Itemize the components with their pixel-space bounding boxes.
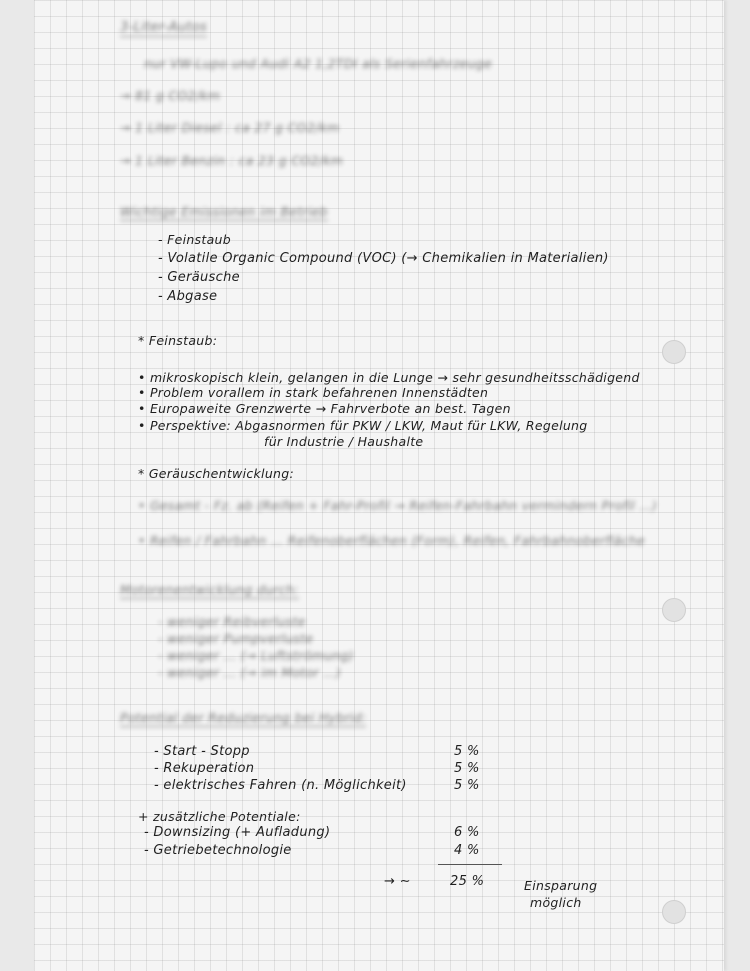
notebook-page [34,0,724,971]
total-note: Einsparung [524,878,598,893]
hybrid-row-value: 6 % [454,825,480,840]
total-value: 25 % [450,874,485,889]
hybrid-row-value: 5 % [454,778,480,793]
section-heading: Motorenentwicklung durch: [120,582,299,597]
section-heading: Potential der Reduzierung bei Hybrid: [120,710,367,725]
hybrid-row-value: 4 % [454,843,480,858]
list-item: - weniger Reibverluste [158,614,306,629]
hybrid-row-label: - Start - Stopp [154,744,250,759]
note-line: für Industrie / Haushalte [264,434,424,449]
hybrid-row-label: - Rekuperation [154,761,255,776]
punch-hole [662,900,686,924]
note-line: • mikroskopisch klein, gelangen in die Lunge → sehr gesundheitsschädigend [138,370,640,385]
note-line: • Perspektive: Abgasnormen für PKW / LKW, Maut für LKW, Regelung [138,418,588,433]
total-arrow: → ∼ [384,874,411,889]
list-item: - Abgase [158,289,218,304]
section-heading: Wichtige Emissionen im Betrieb [120,204,328,219]
list-item: - Geräusche [158,270,240,285]
note-line: → 1 Liter Diesel : ca 27 g CO2/km [120,120,340,135]
hybrid-row-label: - Downsizing (+ Aufladung) [144,825,331,840]
sum-line [438,864,502,865]
note-line: • Reifen / Fahrbahn ... Reifenoberflächen (Form), Reifen, Fahrbahnoberfläche [138,533,646,548]
list-item: - Volatile Organic Compound (VOC) (→ Chemikalien in Materialien) [158,251,609,266]
section-heading: 3-Liter-Autos [120,20,208,35]
list-item: - Feinstaub [158,232,231,247]
punch-hole [662,340,686,364]
section-heading: * Feinstaub: [138,333,218,348]
total-note: möglich [530,895,582,910]
extra-heading: + zusätzliche Potentiale: [138,809,301,824]
hybrid-row-label: - elektrisches Fahren (n. Möglichkeit) [154,778,407,793]
hybrid-row-value: 5 % [454,761,480,776]
note-line: • Gesamt - Fz. ab (Reifen + Fahr-Profil → Reifen-Fahrbahn vermindern Profil ...) [138,498,658,513]
note-line: • Europaweite Grenzwerte → Fahrverbote an best. Tagen [138,401,511,416]
note-line: → 81 g CO2/km [120,88,221,103]
list-item: - weniger ... (→ Luftströmung) [158,648,354,663]
note-line: → 1 Liter Benzin : ca 23 g CO2/km [120,153,344,168]
hybrid-row-label: - Getriebetechnologie [144,843,292,858]
intro-line: nur VW-Lupo und Audi A2 1,2TDI als Serienfahrzeuge [144,56,493,71]
hybrid-row-value: 5 % [454,744,480,759]
punch-hole [662,598,686,622]
list-item: - weniger ... (→ im Motor ...) [158,665,342,680]
section-heading: * Geräuschentwicklung: [138,466,295,481]
note-line: • Problem vorallem in stark befahrenen Innenstädten [138,385,489,400]
list-item: - weniger Pumpverluste [158,631,314,646]
